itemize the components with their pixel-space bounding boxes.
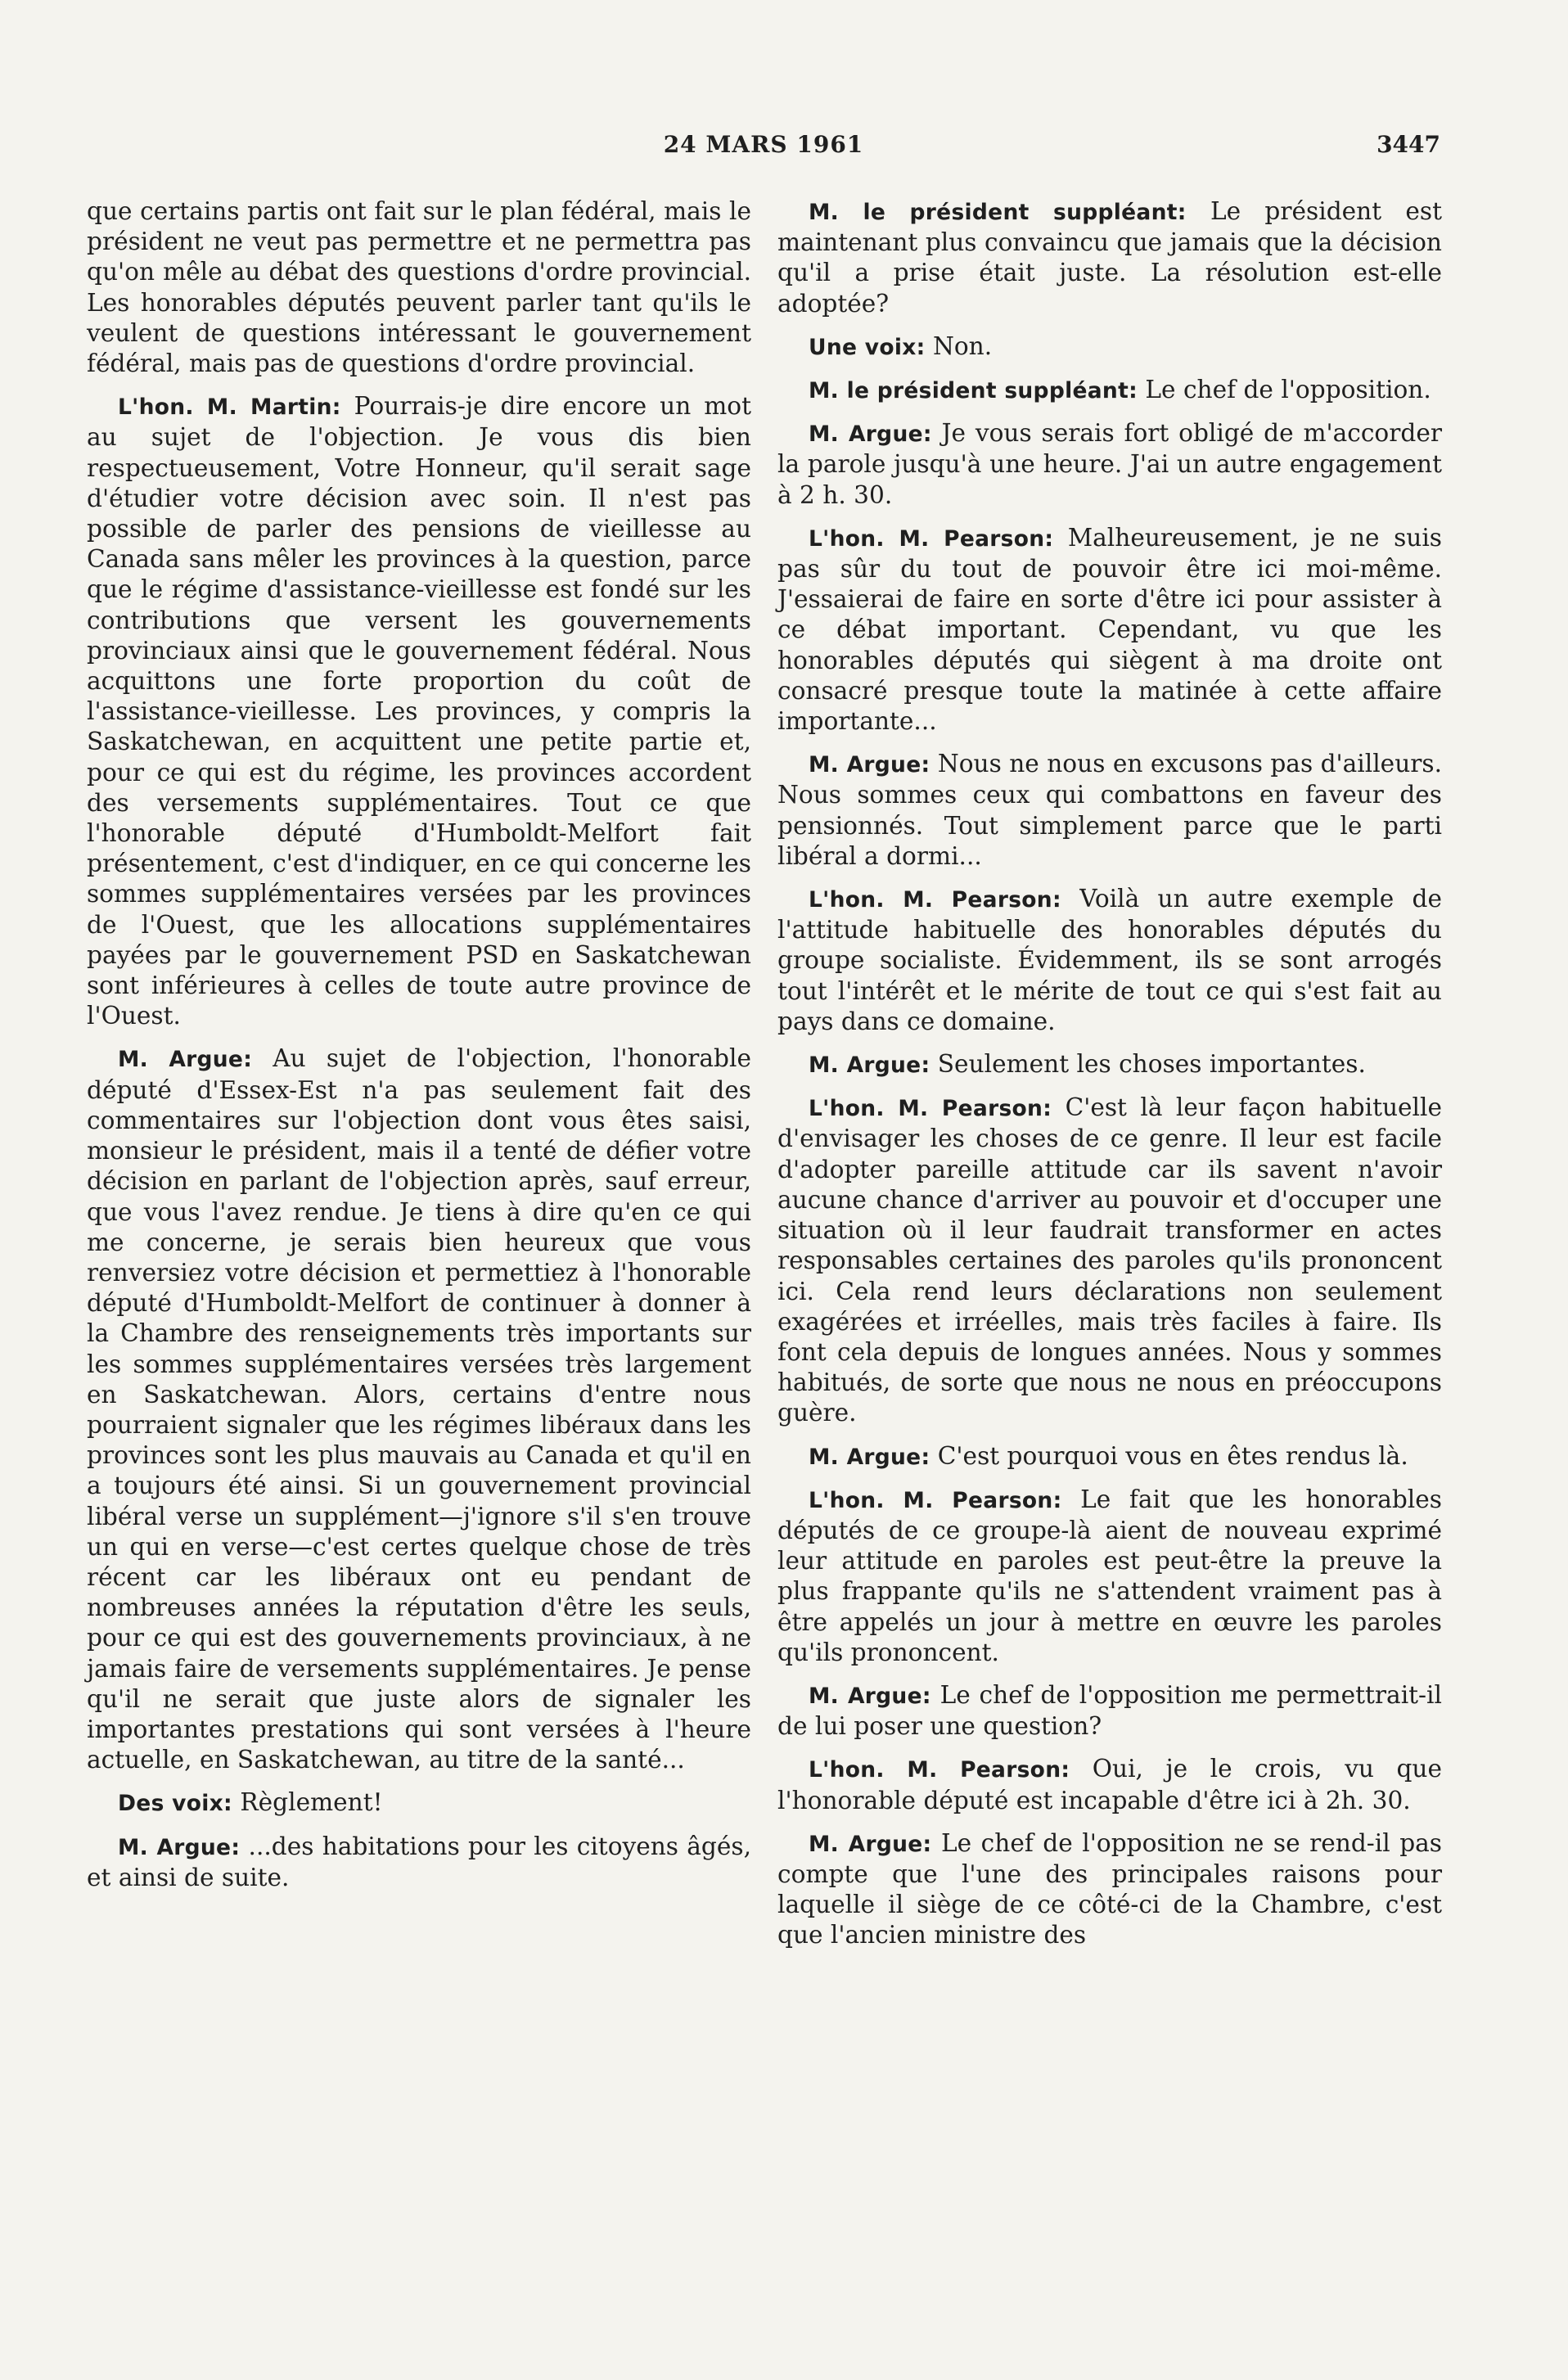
paragraph bbox=[87, 1832, 751, 1893]
paragraph bbox=[777, 884, 1442, 1037]
paragraph bbox=[87, 1044, 751, 1775]
paragraph bbox=[777, 418, 1442, 511]
speech-text: Règlement! bbox=[240, 1788, 383, 1817]
speech-text: Voilà un autre exemple de l'attitude habituelle des honorables députés du groupe socialiste. Évidemment, ils se sont arrogés tout l'intérêt et le mérite de tout ce qui s'est fait au pays dans ce domaine. bbox=[777, 885, 1442, 1035]
paragraph bbox=[777, 1754, 1442, 1815]
paragraph bbox=[87, 196, 751, 379]
speech-text: ...des habitations pour les citoyens âgés, et ainsi de suite. bbox=[87, 1832, 751, 1891]
speaker-name: M. Argue: bbox=[809, 1831, 932, 1857]
speaker-name: L'hon. M. Pearson: bbox=[809, 1757, 1070, 1783]
paragraph bbox=[777, 196, 1442, 319]
speech-text: Le fait que les honorables députés de ce groupe-là aient de nouveau exprimé leur attitude en paroles est peut-être la preuve la plus frappante qu'ils ne s'attendent vraiment pas à être appelés un jour à mettre en œuvre les paroles qu'ils prononcent. bbox=[777, 1485, 1442, 1666]
speaker-name: Des voix: bbox=[118, 1791, 232, 1817]
speech-text: Le chef de l'opposition ne se rend-il pas compte que l'une des principales raisons pour laquelle il siège de ce côté-ci de la Chambre, c'est que l'ancien ministre des bbox=[777, 1828, 1442, 1950]
paragraph bbox=[777, 523, 1442, 737]
speaker-name: L'hon. M. Pearson: bbox=[809, 1096, 1052, 1122]
speaker-name: L'hon. M. Martin: bbox=[118, 394, 341, 421]
paragraph bbox=[777, 1828, 1442, 1951]
speech-text: Au sujet de l'objection, l'honorable député d'Essex-Est n'a pas seulement fait des commentaires sur l'objection dont vous êtes saisi, monsieur le président, mais il a tenté de défier votre décision en parlant de l'objection après, sauf erreur, que vous l'avez rendue. Je tiens à dire qu'en ce qui me concerne, je serais bien heureux que vous renversiez votre décision et permettiez à l'honorable député d'Humboldt-Melfort de continuer à donner à la Chambre des renseignements très importants sur les sommes supplémentaires versées très largement en Saskatchewan. Alors, certains d'entre nous pourraient signaler que les régimes libéraux dans les provinces sont les plus mauvais au Canada et qu'il en a toujours été ainsi. Si un gouvernement provincial libéral verse un supplément—j'ignore s'il s'en trouve un qui en verse—c'est certes quelque chose de très récent car les libéraux ont eu pendant de nombreuses années la réputation d'être les seuls, pour ce qui est des gouvernements provinciaux, à ne jamais faire de versements supplémentaires. Je pense qu'il ne serait que juste alors de signaler les importantes prestations qui sont versées à l'heure actuelle, en Saskatchewan, au titre de la santé... bbox=[87, 1044, 751, 1774]
paragraph bbox=[777, 1049, 1442, 1080]
speaker-name: M. Argue: bbox=[118, 1047, 253, 1073]
page-number: 3447 bbox=[1377, 131, 1440, 158]
speech-text: Le président est maintenant plus convaincu que jamais que la décision qu'il a prise était juste. La résolution est-elle adoptée? bbox=[777, 197, 1442, 318]
speech-text: que certains partis ont fait sur le plan fédéral, mais le président ne veut pas permettre et ne permettra pas qu'on mêle au débat des questions d'ordre provincial. Les honorables députés peuvent parler tant qu'ils le veulent de questions intéressant le gouvernement fédéral, mais pas de questions d'ordre provincial. bbox=[87, 197, 751, 378]
speaker-name: M. Argue: bbox=[809, 752, 930, 778]
page-date: 24 MARS 1961 bbox=[663, 131, 864, 158]
speech-text: C'est pourquoi vous en êtes rendus là. bbox=[937, 1441, 1408, 1470]
paragraph bbox=[777, 1485, 1442, 1668]
speaker-name: L'hon. M. Pearson: bbox=[809, 887, 1061, 913]
speaker-name: L'hon. M. Pearson: bbox=[809, 1487, 1062, 1513]
speaker-name: M. Argue: bbox=[809, 1444, 930, 1470]
speech-text: Je vous serais fort obligé de m'accorder la parole jusqu'à une heure. J'ai un autre engagement à 2 h. 30. bbox=[777, 419, 1442, 509]
speaker-name: L'hon. M. Pearson: bbox=[809, 525, 1054, 552]
speech-text: C'est là leur façon habituelle d'envisager les choses de ce genre. Il leur est facile d'adopter pareille attitude car ils savent n'avoir aucune chance d'arriver au pouvoir et d'occuper une situation où il leur faudrait transformer en actes responsables certaines des paroles qu'ils prononcent ici. Cela rend leurs déclarations non seulement exagérées et irréelles, mais très faciles à faire. Ils font cela depuis de longues années. Nous y sommes habitués, de sorte que nous ne nous en préoccupons guère. bbox=[777, 1093, 1442, 1427]
paragraph bbox=[777, 749, 1442, 872]
speaker-name: M. le président suppléant: bbox=[809, 378, 1138, 404]
paragraph bbox=[777, 1441, 1442, 1472]
speech-text: Le chef de l'opposition me permettrait-il de lui poser une question? bbox=[777, 1680, 1442, 1741]
speaker-name: M. Argue: bbox=[809, 1053, 930, 1079]
paragraph bbox=[87, 1787, 751, 1819]
speech-text: Malheureusement, je ne suis pas sûr du tout de pouvoir être ici moi-même. J'essaierai de faire en sorte d'être ici pour assister à ce débat important. Cependant, vu que les honorables députés qui siègent à ma droite ont consacré presque toute la matinée à cette affaire importante... bbox=[777, 523, 1442, 736]
speech-text: Oui, je le crois, vu que l'honorable député est incapable d'être ici à 2h. 30. bbox=[777, 1755, 1442, 1814]
speaker-name: M. le président suppléant: bbox=[809, 200, 1187, 225]
page-header bbox=[87, 131, 1440, 167]
right-column bbox=[777, 196, 1442, 1963]
speech-text: Nous ne nous en excusons pas d'ailleurs. Nous sommes ceux qui combattons en faveur des pensionnés. Tout simplement parce que le parti libéral a dormi... bbox=[777, 750, 1442, 870]
speech-text: Le chef de l'opposition. bbox=[1145, 376, 1431, 404]
paragraph bbox=[777, 1680, 1442, 1742]
paragraph bbox=[777, 331, 1442, 363]
paragraph bbox=[777, 1093, 1442, 1428]
speaker-name: Une voix: bbox=[809, 334, 926, 360]
speech-text: Pourrais-je dire encore un mot au sujet de l'objection. Je vous dis bien respectueusement, Votre Honneur, qu'il serait sage d'étudier votre décision avec soin. Il n'est pas possible de parler des pensions de vieillesse au Canada sans mêler les provinces à la question, parce que le régime d'assistance-vieillesse est fondé sur les contributions que versent les gouvernements provinciaux ainsi que le gouvernement fédéral. Nous acquittons une forte proportion du coût de l'assistance-vieillesse. Les provinces, y compris la Saskatchewan, en acquittent une petite partie et, pour ce qui est du régime, les provinces accordent des versements supplémentaires. Tout ce que l'honorable député d'Humboldt-Melfort fait présentement, c'est d'indiquer, en ce qui concerne les sommes supplémentaires versées par les provinces de l'Ouest, que les allocations supplémentaires payées par le gouvernement PSD en Saskatchewan sont inférieures à celles de toute autre province de l'Ouest. bbox=[87, 392, 751, 1030]
speaker-name: M. Argue: bbox=[809, 421, 932, 448]
speaker-name: M. Argue: bbox=[809, 1683, 931, 1709]
left-column bbox=[87, 196, 751, 1905]
speech-text: Non. bbox=[932, 331, 993, 360]
speech-text: Seulement les choses importantes. bbox=[937, 1050, 1366, 1079]
paragraph bbox=[777, 375, 1442, 406]
paragraph bbox=[87, 391, 751, 1031]
speaker-name: M. Argue: bbox=[118, 1834, 241, 1860]
